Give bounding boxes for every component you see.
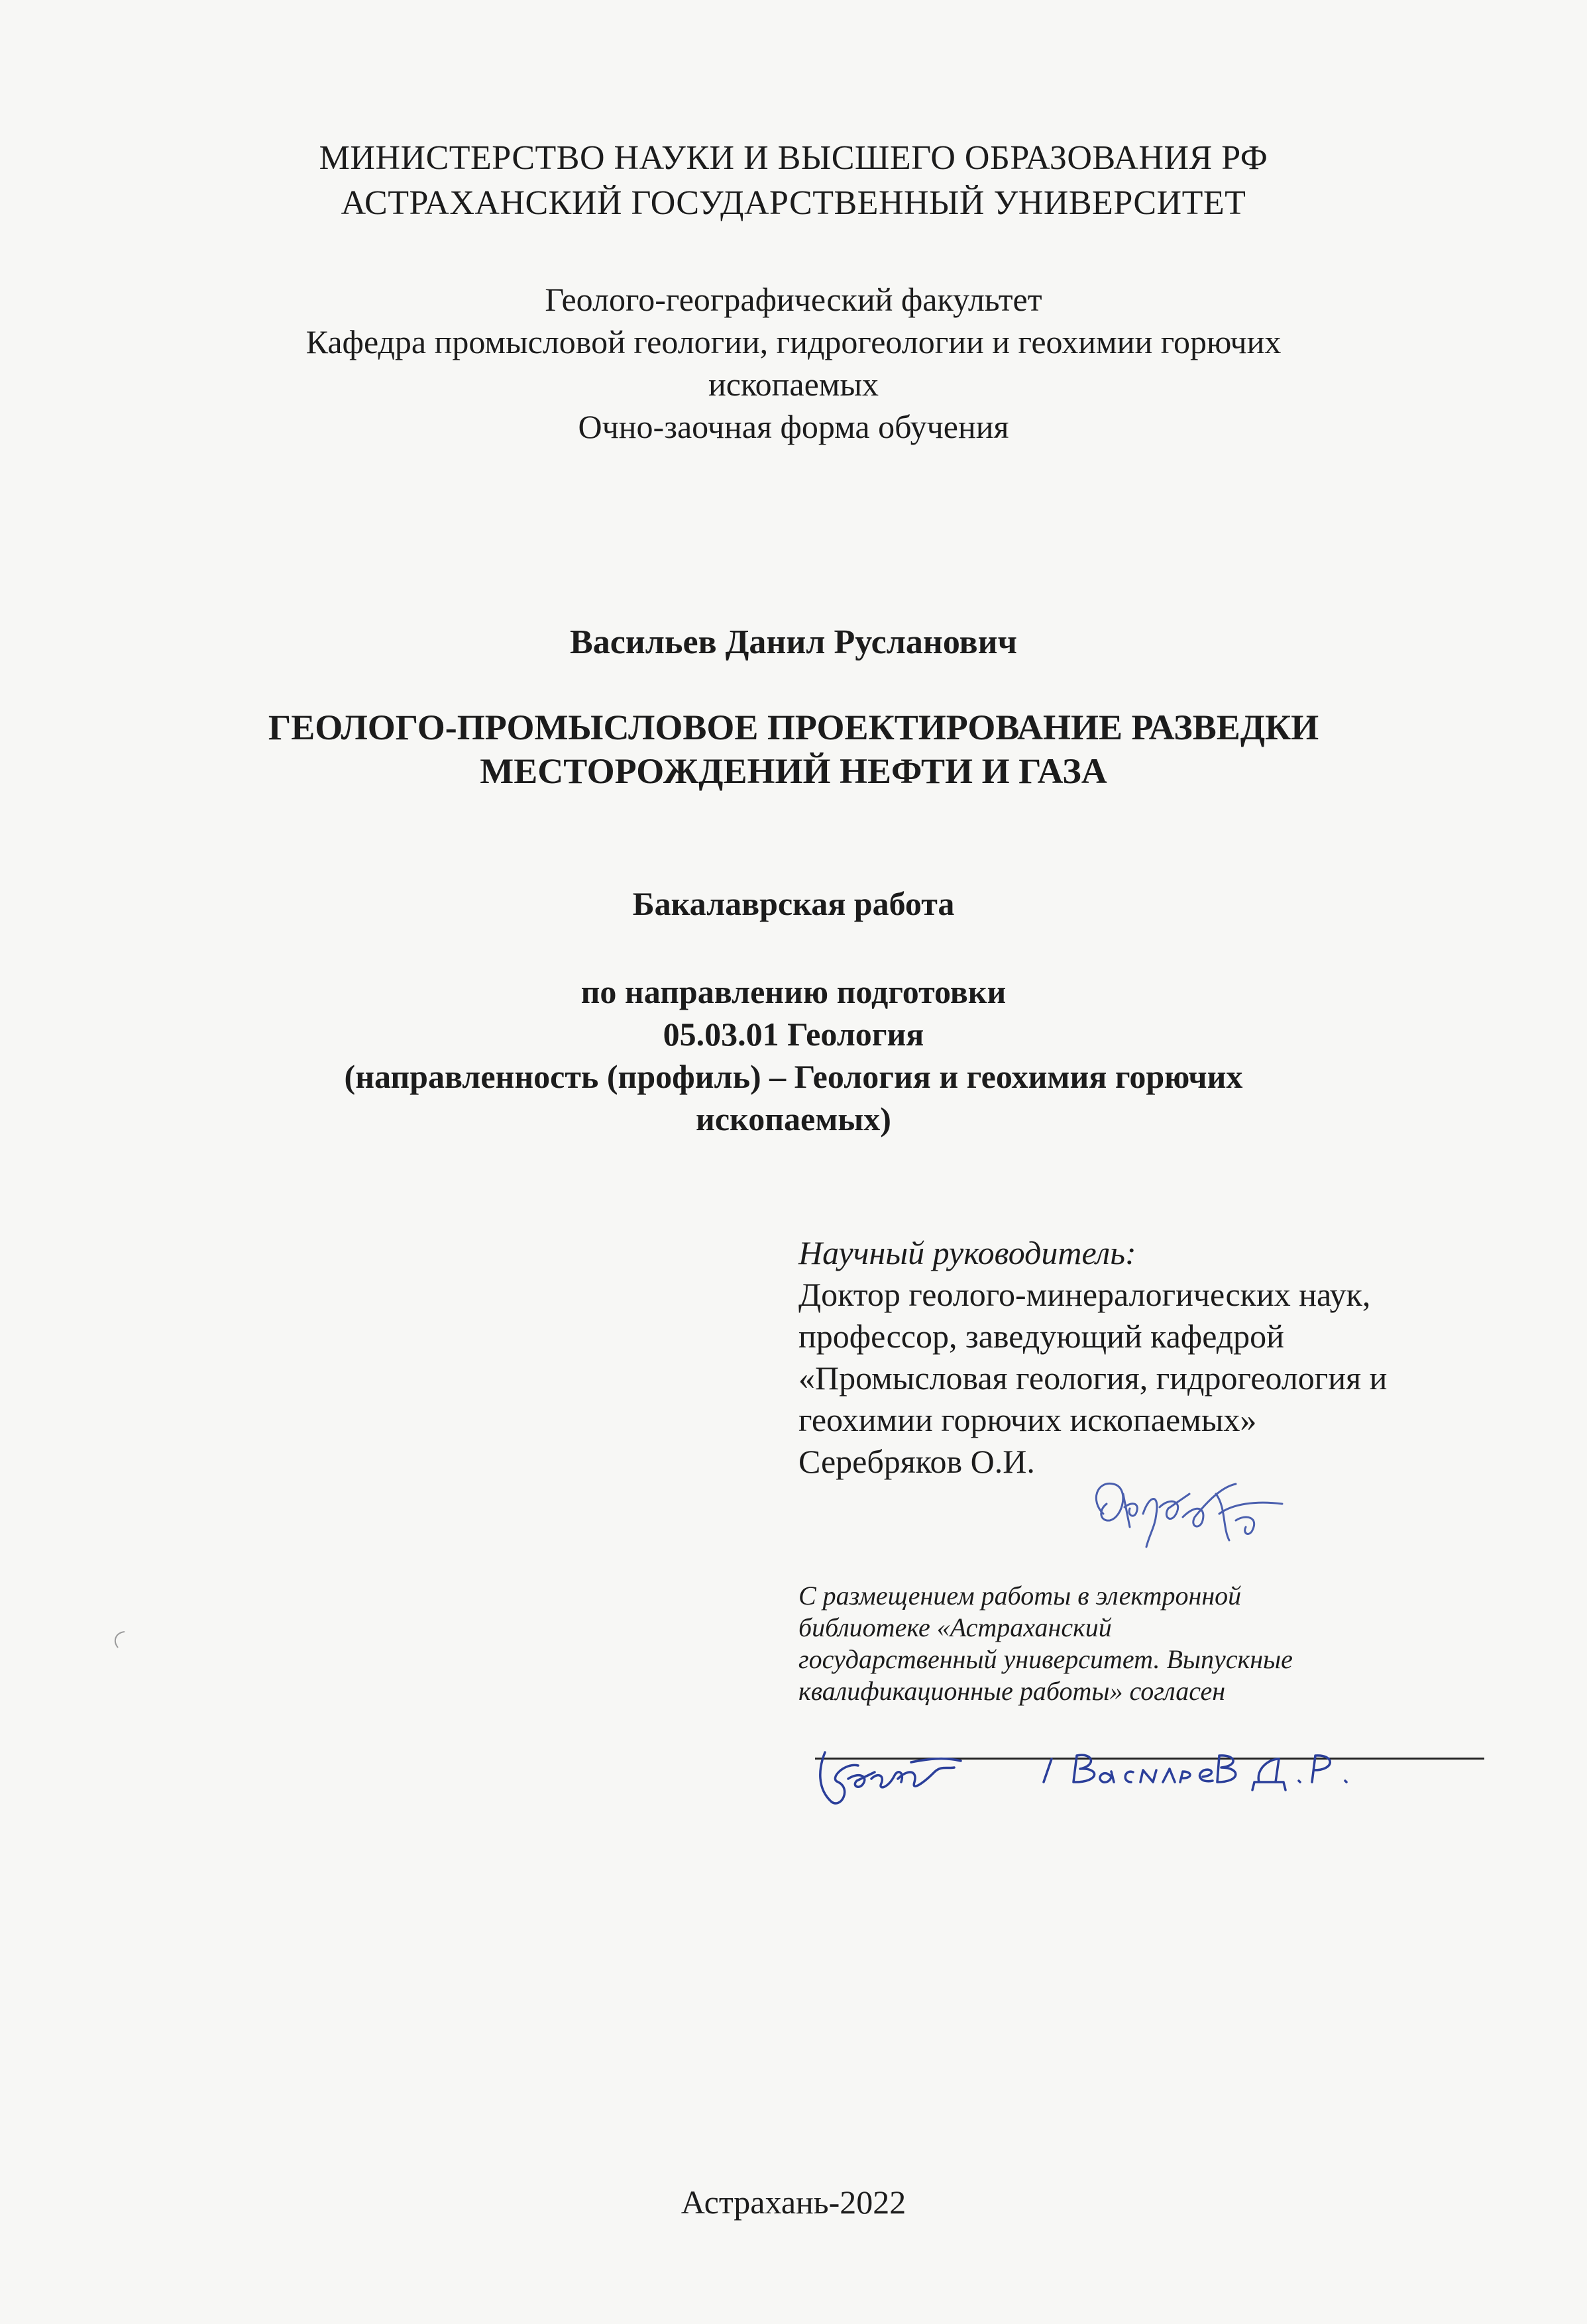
thesis-title-line-2: МЕСТОРОЖДЕНИЙ НЕФТИ И ГАЗА: [480, 751, 1107, 791]
supervisor-position: профессор, заведующий кафедрой: [798, 1318, 1284, 1355]
city-year: Астрахань-2022: [681, 2184, 906, 2221]
study-form: Очно-заочная форма обучения: [578, 408, 1009, 445]
direction-profile-line-1: (направленность (профиль) – Геология и геохимия горючих: [344, 1058, 1243, 1095]
author-name: Васильев Данил Русланович: [570, 623, 1017, 661]
thesis-title-line-1: ГЕОЛОГО-ПРОМЫСЛОВОЕ ПРОЕКТИРОВАНИЕ РАЗВЕДКИ: [268, 708, 1319, 747]
consent-line-2: библиотеке «Астраханский: [798, 1612, 1112, 1642]
work-type: Бакалаврская работа: [632, 885, 955, 922]
faculty-block: [199, 278, 1388, 448]
supervisor-department-1: «Промысловая геология, гидрогеология и: [798, 1359, 1388, 1397]
thesis-title: [199, 706, 1388, 793]
supervisor-block: [798, 1232, 1527, 1483]
supervisor-name: Серебряков О.И.: [798, 1443, 1035, 1480]
direction-profile-line-2: ископаемых): [696, 1100, 891, 1137]
consent-line-3: государственный университет. Выпускные: [798, 1644, 1293, 1674]
department-line-2: ископаемых: [708, 366, 879, 403]
direction-block: [199, 971, 1388, 1140]
consent-line-4: квалификационные работы» согласен: [798, 1676, 1226, 1706]
ministry-line: МИНИСТЕРСТВО НАУКИ И ВЫСШЕГО ОБРАЗОВАНИЯ РФ: [319, 139, 1268, 177]
supervisor-department-2: геохимии горючих ископаемых»: [798, 1401, 1257, 1438]
direction-code: 05.03.01 Геология: [663, 1016, 924, 1053]
department-line-1: Кафедра промысловой геологии, гидрогеологии и геохимии горючих: [305, 323, 1282, 360]
university-line: АСТРАХАНСКИЙ ГОСУДАРСТВЕННЫЙ УНИВЕРСИТЕТ: [341, 184, 1246, 222]
consent-line-1: С размещением работы в электронной: [798, 1581, 1242, 1611]
scan-artifact-icon: [106, 1626, 133, 1653]
ministry-header: [199, 136, 1388, 226]
supervisor-degree: Доктор геолого-минералогических наук,: [798, 1276, 1371, 1313]
student-signature-icon: [812, 1742, 1484, 1822]
supervisor-label: Научный руководитель:: [798, 1234, 1136, 1271]
consent-block: [798, 1580, 1461, 1707]
faculty-name: Геолого-географический факультет: [545, 281, 1042, 318]
direction-line-1: по направлению подготовки: [580, 973, 1007, 1010]
supervisor-signature-icon: [1083, 1467, 1295, 1567]
